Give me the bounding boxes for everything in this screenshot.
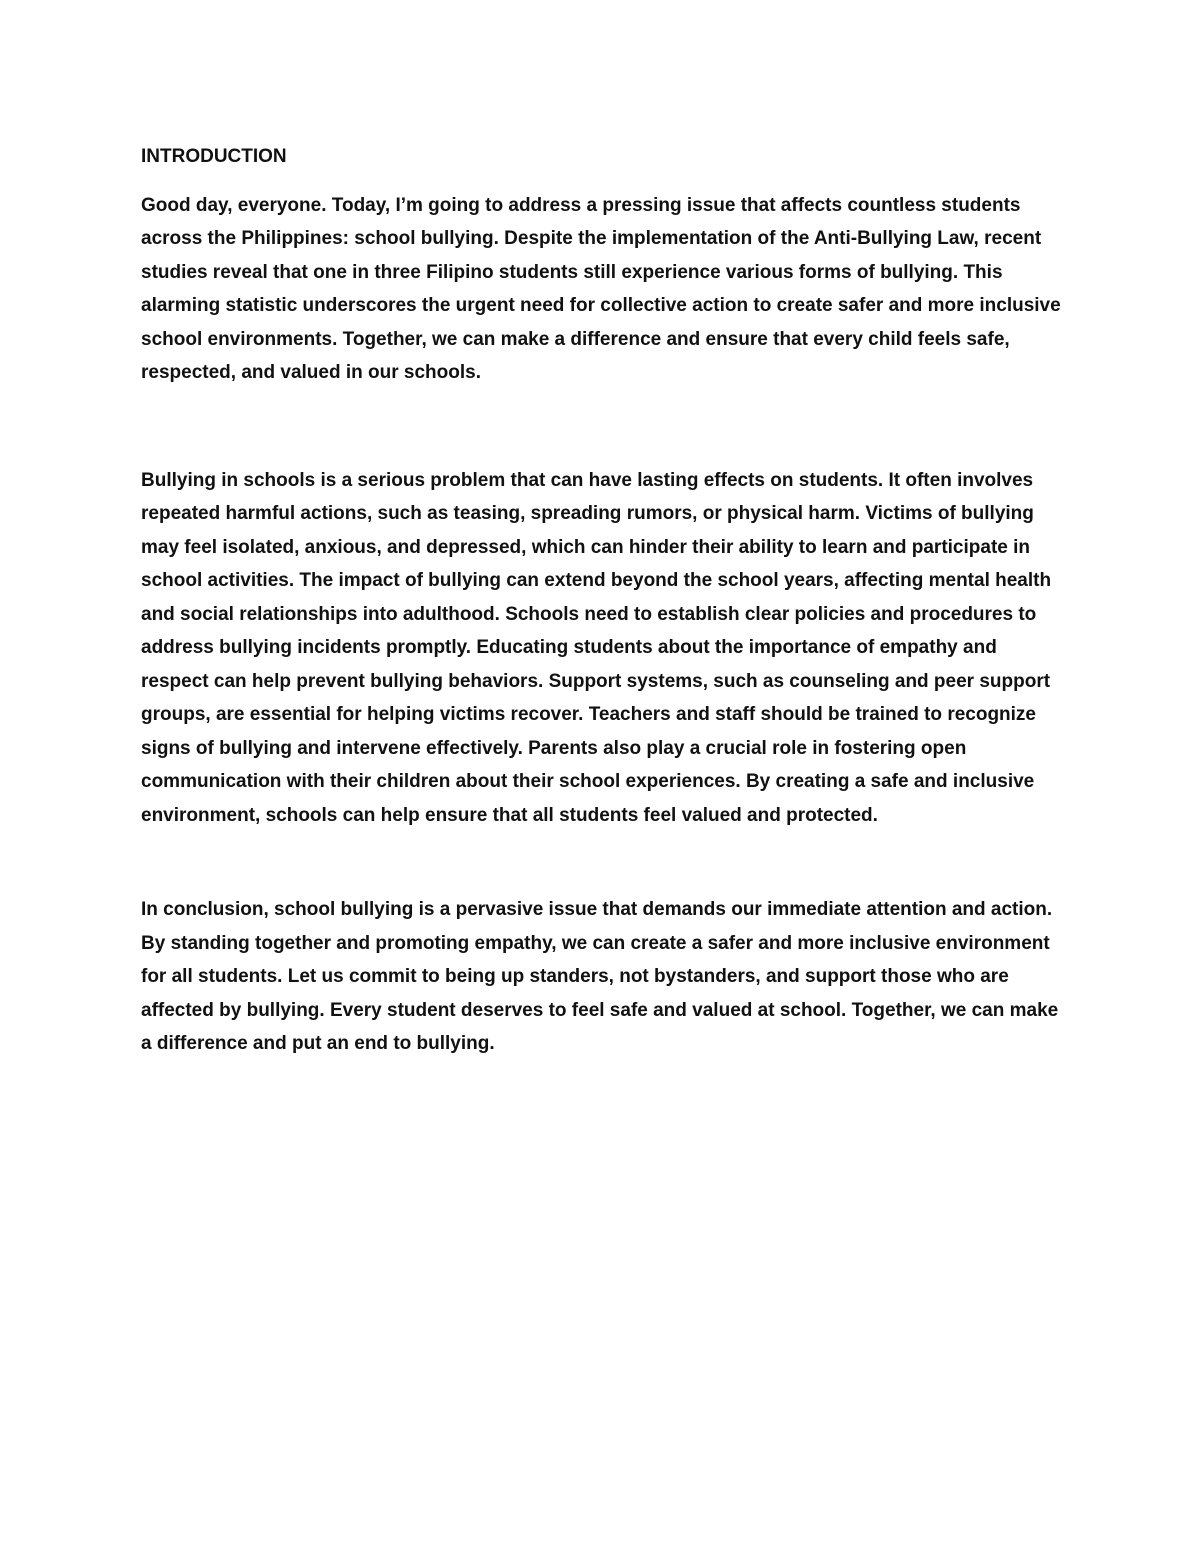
section-heading: INTRODUCTION (141, 146, 287, 167)
document-body (141, 140, 1061, 1061)
introduction-paragraph: Good day, everyone. Today, I’m going to address a pressing issue that affects countless students across the Philippines: school bullying. Despite the implementation of the Anti-Bullying Law, recent studies reveal that one in three Filipino students still experience various forms of bullying. This alarming statistic underscores the urgent need for collective action to create safer and more inclusive school environments. Together, we can make a difference and ensure that every child feels safe, respected, and valued in our schools. (141, 194, 1061, 383)
conclusion-paragraph: In conclusion, school bullying is a pervasive issue that demands our immediate attention and action. By standing together and promoting empathy, we can create a safer and more inclusive environment for all students. Let us commit to being up standers, not bystanders, and support those who are affected by bullying. Every student deserves to feel safe and valued at school. Together, we can make a difference and put an end to bullying. (141, 899, 1059, 1054)
body-paragraph: Bullying in schools is a serious problem that can have lasting effects on students. It often involves repeated harmful actions, such as teasing, spreading rumors, or physical harm. Victims of bullying may feel isolated, anxious, and depressed, which can hinder their ability to learn and participate in school activities. The impact of bullying can extend beyond the school years, affecting mental health and social relationships into adulthood. Schools need to establish clear policies and procedures to address bullying incidents promptly. Educating students about the importance of empathy and respect can help prevent bullying behaviors. Support systems, such as counseling and peer support groups, are essential for helping victims recover. Teachers and staff should be trained to recognize signs of bullying and intervene effectively. Parents also play a crucial role in fostering open communication with their children about their school experiences. By creating a safe and inclusive environment, schools can help ensure that all students feel valued and protected. (141, 469, 1052, 826)
